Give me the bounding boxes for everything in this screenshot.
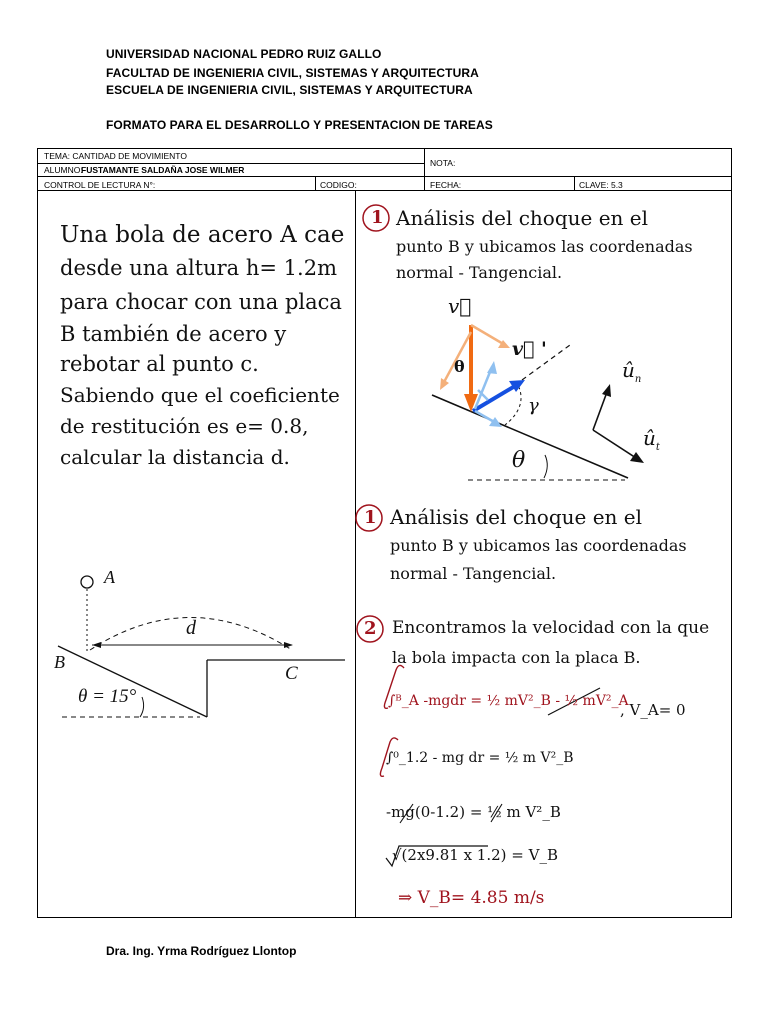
equation-4: √(2x9.81 x 1.2) = V_B — [392, 846, 558, 864]
ball-a — [81, 576, 93, 588]
label-b: B — [54, 652, 65, 672]
problem-line-1: Una bola de acero A cae — [60, 222, 345, 248]
problem-line-3: para chocar con una placa — [60, 290, 342, 314]
step1b-number: 1 — [364, 507, 377, 528]
step1b-line-2: punto B y ubicamos las coordenadas — [390, 536, 687, 555]
ut-vector — [593, 430, 636, 458]
problem-line-4: B también de acero y — [60, 322, 287, 346]
problem-line-6: Sabiendo que el coeficiente — [60, 383, 340, 407]
step1-number: 1 — [371, 207, 384, 228]
step2-line-1: Encontramos la velocidad con la que — [392, 618, 710, 638]
alumno-name: FUSTAMANTE SALDAÑA JOSE WILMER — [81, 165, 245, 175]
step1-line-2: punto B y ubicamos las coordenadas — [396, 237, 693, 256]
label-gamma: γ — [528, 395, 539, 416]
ut-subscript: t — [655, 442, 660, 453]
label-un — [622, 358, 641, 385]
fecha-field: FECHA: — [430, 180, 462, 190]
control-field: CONTROL DE LECTURA N°: — [44, 180, 156, 190]
label-ut — [643, 426, 660, 453]
label-angle: θ = 15° — [78, 686, 137, 707]
step2-number: 2 — [364, 618, 377, 639]
step1-line-3: normal - Tangencial. — [396, 263, 563, 282]
problem-line-8: calcular la distancia d. — [60, 445, 290, 469]
clave-field: CLAVE: 5.3 — [579, 180, 623, 190]
label-theta-arrow: θ — [454, 357, 465, 376]
label-d: d — [186, 617, 196, 639]
label-a: A — [104, 567, 115, 587]
nota-field: NOTA: — [430, 158, 456, 168]
un-vector — [593, 392, 607, 430]
label-c: C — [285, 663, 298, 684]
label-theta-ground: θ — [512, 448, 526, 473]
label-v-prime: v⃗ ' — [512, 338, 547, 360]
faculty-name: FACULTAD DE INGENIERIA CIVIL, SISTEMAS Y ARQUITECTURA — [106, 66, 479, 80]
equation-2: ∫⁰_1.2 - mg dr = ½ m V²_B — [386, 750, 574, 766]
equation-1: ∫ᴮ_A -mgdr = ½ mV²_B - ½ mV²_A — [388, 693, 629, 709]
equation-1-note: , V_A= 0 — [620, 701, 686, 719]
label-v: v⃗ — [448, 294, 472, 318]
equation-result: ⇒ V_B= 4.85 m/s — [398, 888, 545, 908]
alumno-label: ALUMNO: — [44, 165, 83, 175]
school-name: ESCUELA DE INGENIERIA CIVIL, SISTEMAS Y ARQUITECTURA — [106, 83, 473, 97]
ut-symbol: û — [643, 426, 656, 450]
format-title: FORMATO PARA EL DESARROLLO Y PRESENTACION DE TAREAS — [106, 118, 493, 132]
un-symbol: û — [622, 358, 635, 382]
step2-line-2: la bola impacta con la placa B. — [392, 648, 641, 667]
codigo-field: CODIGO: — [320, 180, 357, 190]
tema-field: TEMA: CANTIDAD DE MOVIMIENTO — [44, 151, 187, 161]
step1b-line-3: normal - Tangencial. — [390, 564, 557, 583]
university-name: UNIVERSIDAD NACIONAL PEDRO RUIZ GALLO — [106, 47, 382, 61]
un-subscript: n — [634, 374, 642, 385]
step1b-line-1: Análisis del choque en el — [390, 505, 643, 529]
problem-line-2: desde una altura h= 1.2m — [60, 256, 337, 280]
step-markers — [356, 205, 389, 642]
step1-line-1: Análisis del choque en el — [396, 206, 649, 230]
problem-line-5: rebotar al punto c. — [60, 352, 259, 376]
footer-author: Dra. Ing. Yrma Rodríguez Llontop — [106, 944, 297, 958]
equation-3: -mg(0-1.2) = ½ m V²_B — [386, 803, 561, 821]
problem-line-7: de restitución es e= 0.8, — [60, 414, 309, 438]
